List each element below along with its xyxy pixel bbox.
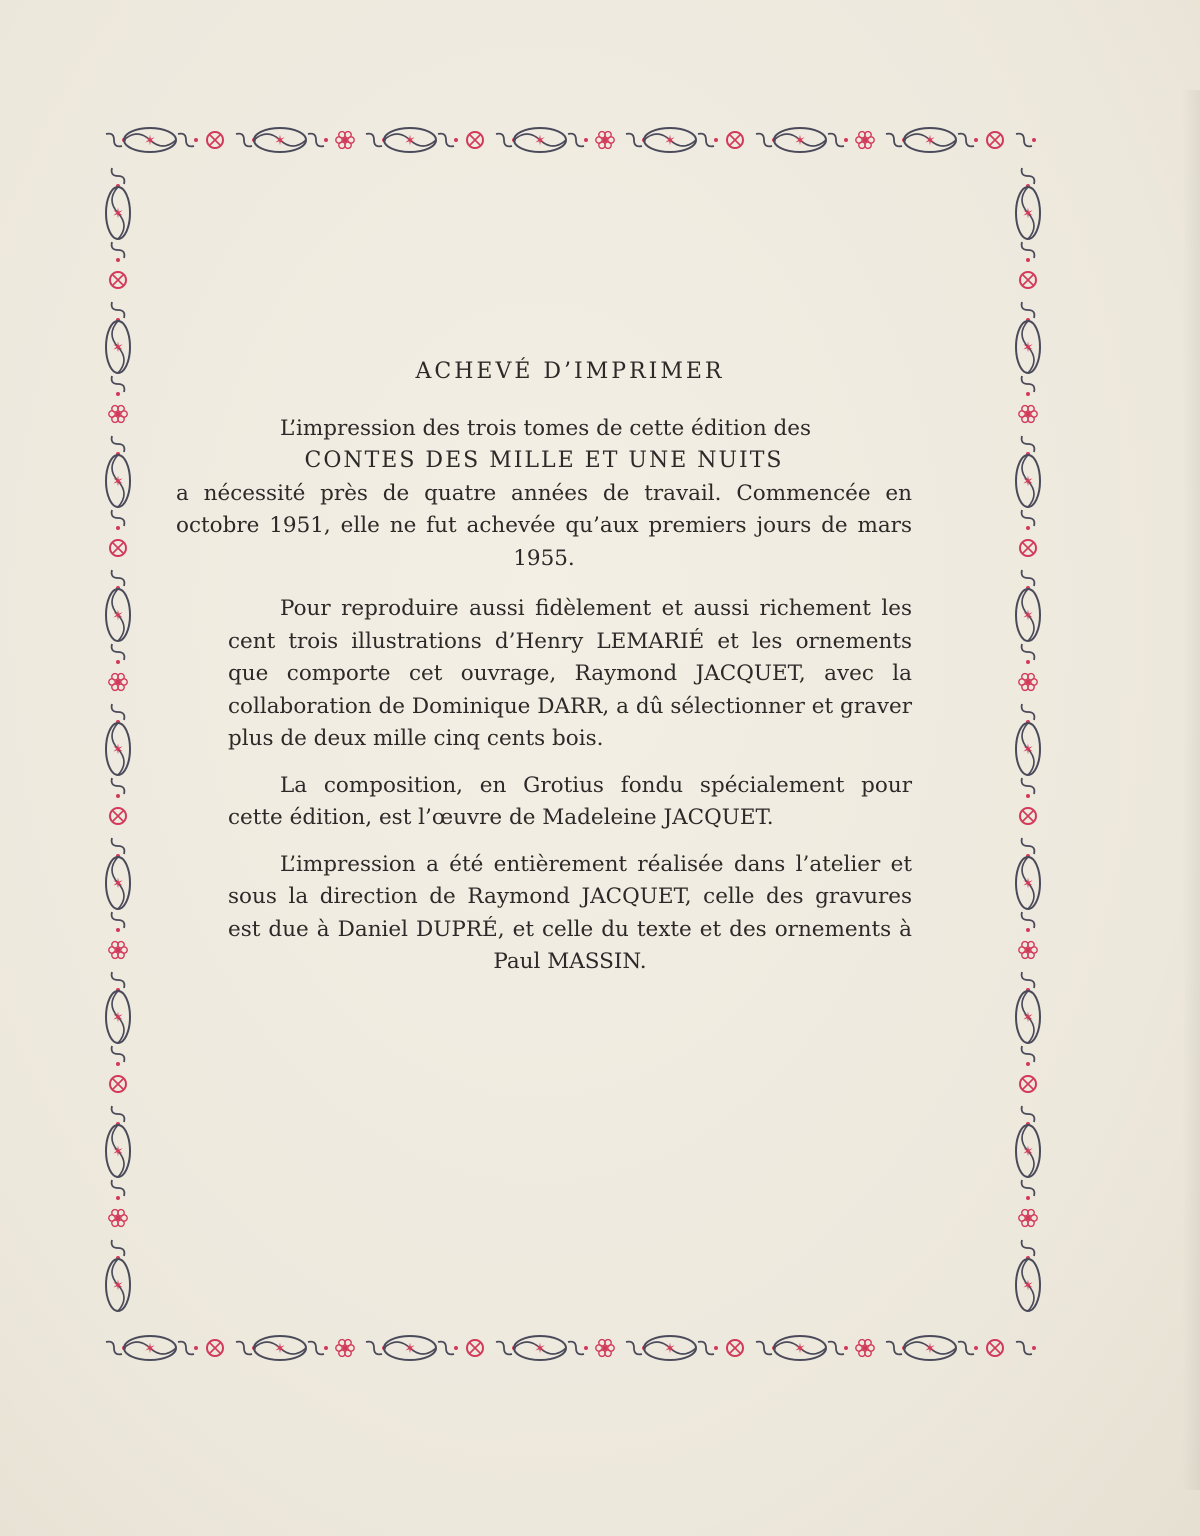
svg-text:✶: ✶ (1022, 474, 1034, 490)
svg-text:✶: ✶ (1022, 742, 1034, 758)
svg-text:✶: ✶ (664, 133, 676, 149)
svg-text:✶: ✶ (534, 1341, 546, 1357)
paragraph-3: La composition, en Grotius fondu spécialement pour cette édition, est l’œuvre de Madeleine JACQUET. (228, 772, 912, 830)
svg-text:✶: ✶ (794, 133, 806, 149)
ornament-border-top (98, 118, 1048, 162)
paragraph-4: L’impression a été entièrement réalisée dans l’atelier et sous la direction de Raymond JACQUET, celle des gravures est due à Daniel DUPRÉ, et celle du texte et des ornements à Paul MASSIN. (228, 851, 912, 974)
svg-text:✶: ✶ (112, 742, 124, 758)
ornament-border-left (96, 160, 140, 1330)
paragraph-1-body: a nécessité près de quatre années de travail. Commencée en octobre 1951, elle ne fut achevée qu’aux premiers jours de mars 1955. (176, 480, 912, 571)
colophon-text (176, 356, 912, 993)
book-title: CONTES DES MILLE ET UNE NUITS (304, 448, 784, 473)
svg-text:✶: ✶ (1022, 1278, 1034, 1294)
svg-text:✶: ✶ (144, 1341, 156, 1357)
svg-text:✶: ✶ (112, 1144, 124, 1160)
svg-text:✶: ✶ (1022, 1144, 1034, 1160)
svg-text:✶: ✶ (1022, 876, 1034, 892)
svg-text:✶: ✶ (534, 133, 546, 149)
svg-text:✶: ✶ (1022, 206, 1034, 222)
svg-text:✶: ✶ (664, 1341, 676, 1357)
paragraph-1-intro: L’impression des trois tomes de cette édition des (280, 415, 812, 441)
svg-text:✶: ✶ (112, 206, 124, 222)
paragraph-1 (176, 413, 912, 576)
svg-text:✶: ✶ (274, 133, 286, 149)
svg-text:✶: ✶ (274, 1341, 286, 1357)
svg-text:✶: ✶ (924, 1341, 936, 1357)
svg-text:✶: ✶ (112, 1010, 124, 1026)
svg-text:✶: ✶ (144, 133, 156, 149)
svg-text:✶: ✶ (1022, 340, 1034, 356)
svg-text:✶: ✶ (404, 1341, 416, 1357)
svg-text:✶: ✶ (924, 133, 936, 149)
svg-text:✶: ✶ (1022, 608, 1034, 624)
ornament-border-bottom (98, 1326, 1048, 1370)
colophon-heading: ACHEVÉ D’IMPRIMER (415, 359, 725, 384)
svg-text:✶: ✶ (794, 1341, 806, 1357)
paragraph-2: Pour reproduire aussi fidèlement et aussi richement les cent trois illustrations d’Henry LEMARIÉ et les ornements que comporte cet ouvrage, Raymond JACQUET, avec la collaboration de Dominique DARR, a dû sélectionner et graver plus de deux mille cinq cents bois. (228, 596, 912, 751)
ornament-border-right (1006, 160, 1050, 1330)
svg-text:✶: ✶ (404, 133, 416, 149)
svg-text:✶: ✶ (1022, 1010, 1034, 1026)
svg-text:✶: ✶ (112, 474, 124, 490)
svg-text:✶: ✶ (112, 876, 124, 892)
svg-text:✶: ✶ (112, 1278, 124, 1294)
svg-text:✶: ✶ (112, 340, 124, 356)
svg-text:✶: ✶ (112, 608, 124, 624)
page-edge-shadow (1182, 90, 1200, 1490)
